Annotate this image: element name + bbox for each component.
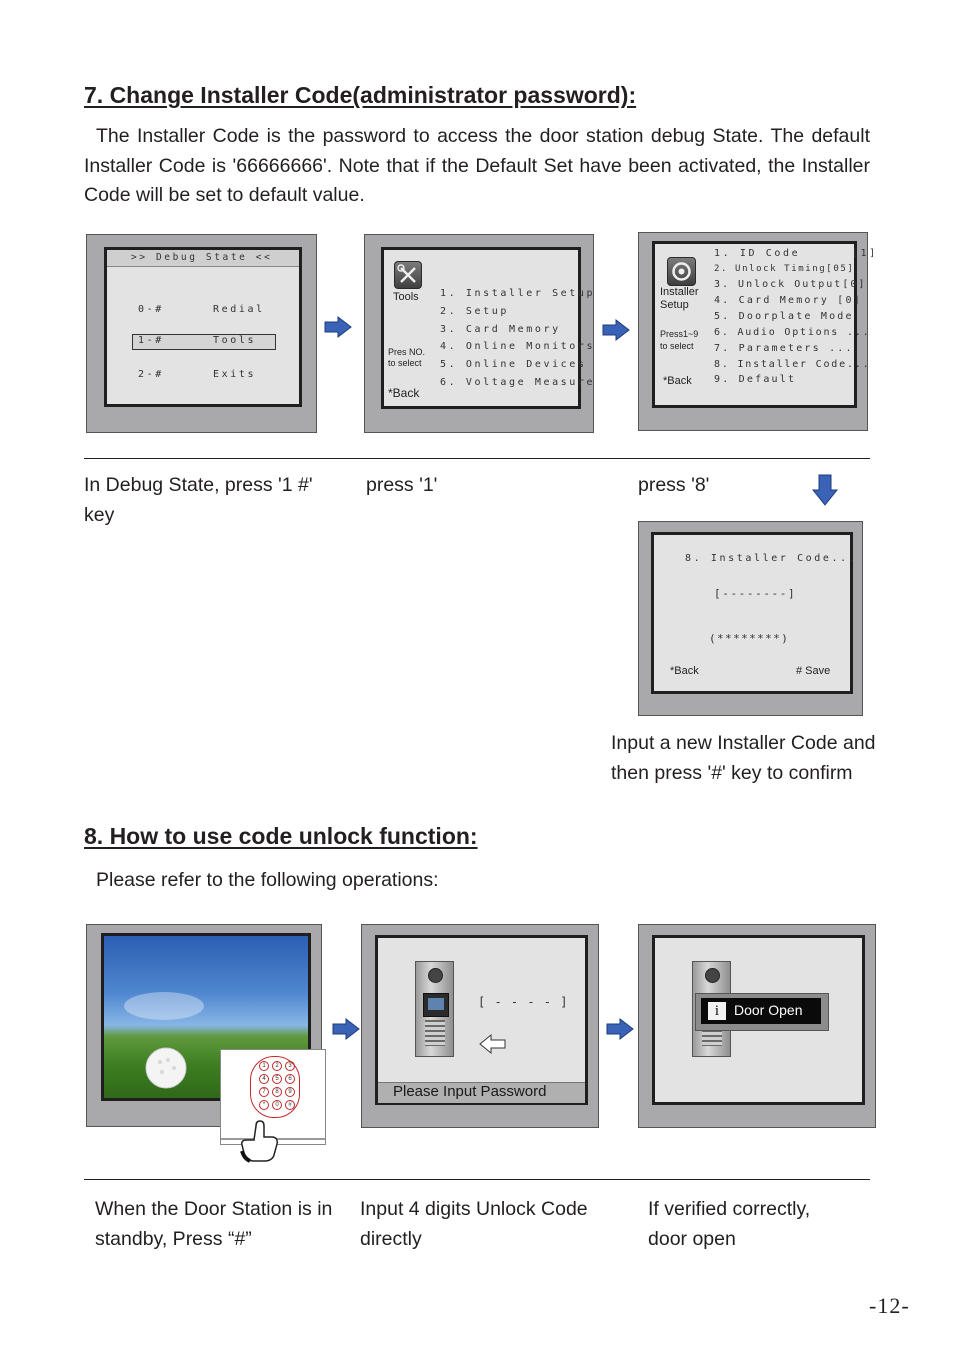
installer-setup-label-1: Installer [660,286,699,298]
password-screen [375,935,588,1105]
keypad-key[interactable]: * [259,1100,269,1110]
keypad-key[interactable]: # [285,1100,295,1110]
installer-item-5[interactable]: 5. Doorplate Mode [714,311,854,322]
tools-hint-line1: Pres NO. [388,347,426,357]
installer-item-6[interactable]: 6. Audio Options ... [714,327,871,338]
keypad-key[interactable]: 1 [259,1061,269,1071]
door-open-frame [638,924,876,1128]
door-open-message: Door Open [734,1002,803,1018]
installer-code-screen [651,532,858,694]
caption-step3: press '8' [638,474,710,496]
section7-paragraph: The Installer Code is the password to access the door station debug State. The default Installer Code is '66666666'. Note that if the Default Set have been activated, the Installer Code will be set to default value. [84,125,870,206]
installer-code-frame [638,521,863,716]
installer-code-mask: (********) [709,632,790,645]
keypad-key[interactable]: 0 [272,1100,282,1110]
installer-setup-hint-2: to select [660,341,694,351]
caption-step4: Input a new Installer Code and then press '#' key to confirm [611,732,876,784]
arrow-right-icon [603,320,629,340]
password-frame [361,924,599,1128]
section8-intro: Please refer to the following operations: [96,869,439,891]
tools-menu-frame [364,234,594,433]
page-number: -12- [869,1293,910,1318]
keypad-key[interactable]: 2 [272,1061,282,1071]
debug-row-key-2: 2-# [138,369,164,380]
door-station-panel-icon [415,961,454,1057]
installer-item-9[interactable]: 9. Default [714,374,797,385]
pointing-hand-icon [236,1117,286,1163]
tools-icon-label: Tools [393,291,419,303]
arrow-right-icon [333,1019,359,1039]
installer-item-2[interactable]: 2. Unlock Timing[05] [714,264,855,274]
section8-title: 8. How to use code unlock function: [84,823,478,849]
tools-item-6[interactable]: 6. Voltage Measure [440,377,596,388]
caption8-step2: Input 4 digits Unlock Code directly [360,1198,588,1250]
arrow-down-icon [813,475,837,505]
installer-setup-label-2: Setup [660,299,689,311]
installer-setup-hint-1: Press1~9 [660,329,699,339]
tools-hint-line2: to select [388,358,422,368]
keypad-key[interactable]: 9 [285,1087,295,1097]
debug-row-label-0: Redial [213,304,265,315]
caption-step1: In Debug State, press '1 #' key [84,474,313,526]
divider-line [84,458,870,459]
tools-menu-screen [381,247,596,409]
arrow-left-outline-icon [479,1034,505,1054]
tools-item-2[interactable]: 2. Setup [440,306,509,317]
keypad-key[interactable]: 5 [272,1074,282,1084]
installer-item-7[interactable]: 7. Parameters ... [714,343,854,354]
door-open-notice [695,993,829,1031]
debug-row-key-0: 0-# [138,304,164,315]
tools-item-5[interactable]: 5. Online Devices [440,359,587,370]
tools-item-3[interactable]: 3. Card Memory [440,324,561,335]
debug-row-key-1: 1-# [138,335,164,346]
door-open-screen [652,935,865,1105]
section7-title: 7. Change Installer Code(administrator password): [84,82,637,108]
tools-item-4[interactable]: 4. Online Monitors [440,341,596,352]
debug-row-label-2: Exits [213,369,257,380]
keypad-key[interactable]: 7 [259,1087,269,1097]
installer-setup-back[interactable]: *Back [663,375,692,387]
divider-line [84,1179,870,1180]
keypad-key[interactable]: 4 [259,1074,269,1084]
keypad-key[interactable]: 6 [285,1074,295,1084]
tools-icon [394,261,422,289]
debug-row-label-1: Tools [213,335,257,346]
tools-back-label[interactable]: *Back [388,386,420,400]
installer-code-field[interactable]: [--------] [714,587,797,600]
keypad-grid [250,1056,300,1118]
password-status-text: Please Input Password [393,1083,547,1100]
installer-item-8[interactable]: 8. Installer Code... [714,359,871,370]
debug-state-frame [86,234,317,433]
caption8-step3: If verified correctly, door open [648,1198,811,1250]
keypad-key[interactable]: 8 [272,1087,282,1097]
installer-code-back[interactable]: *Back [670,665,699,677]
keypad-key[interactable]: 3 [285,1061,295,1071]
arrow-right-icon [325,317,351,337]
caption-step2: press '1' [366,474,438,496]
installer-setup-icon [667,257,696,286]
installer-setup-frame [638,232,878,431]
installer-code-save[interactable]: # Save [796,665,831,677]
installer-item-1[interactable]: 1. ID Code [1] [714,248,878,259]
installer-setup-screen [652,241,878,408]
debug-state-header: >> Debug State << [131,252,273,263]
installer-item-4[interactable]: 4. Card Memory [0] [714,295,862,306]
arrow-right-icon [607,1019,633,1039]
info-icon: i [708,1002,726,1020]
installer-code-title: 8. Installer Code... [685,553,858,564]
caption8-step1: When the Door Station is in standby, Press “#” [95,1198,333,1250]
tools-item-1[interactable]: 1. Installer Setup [440,288,596,299]
installer-item-3[interactable]: 3. Unlock Output[0] [714,279,867,290]
debug-state-screen [104,247,302,407]
password-code-field[interactable]: [ - - - - ] [478,995,569,1009]
